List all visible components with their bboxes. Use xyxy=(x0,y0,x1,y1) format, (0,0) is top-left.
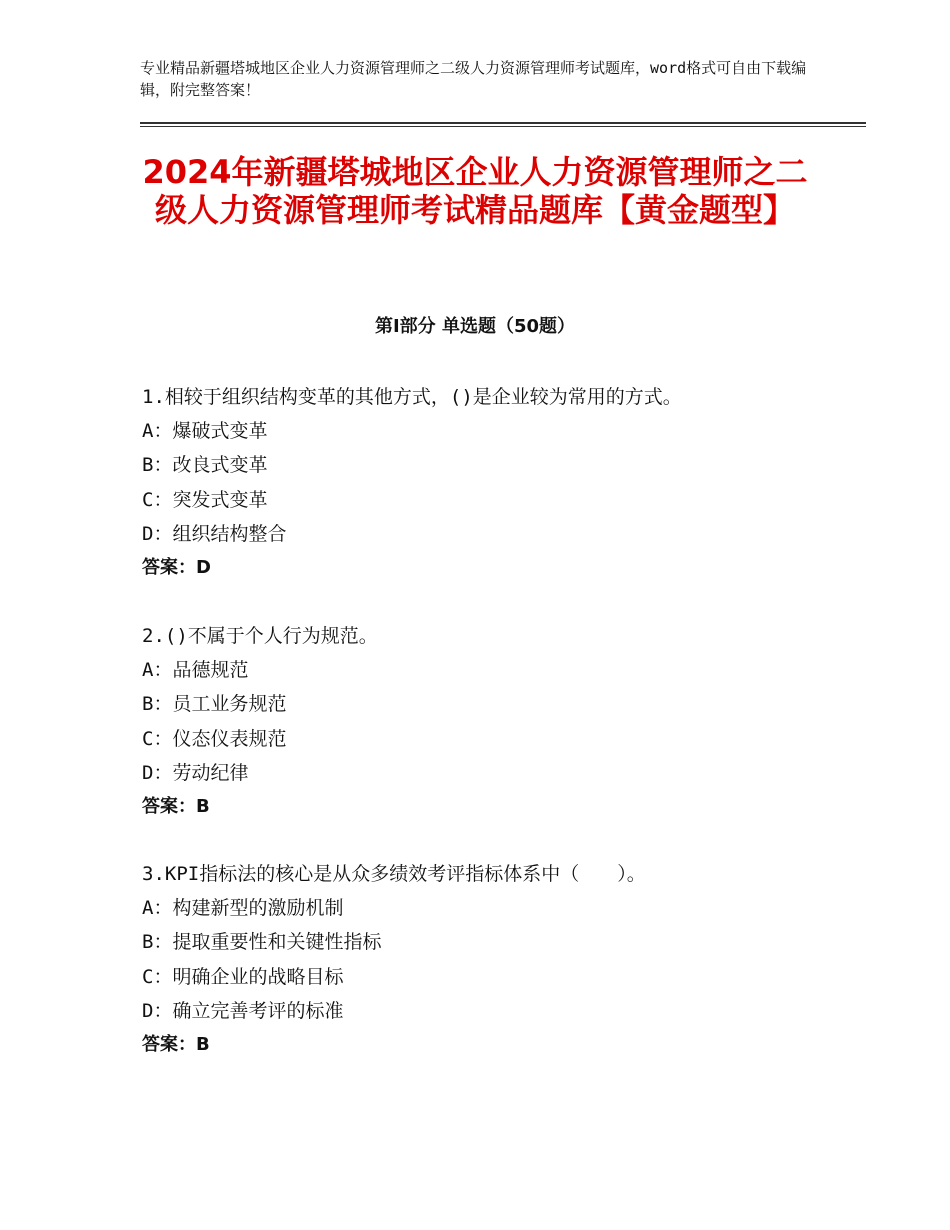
option-c: C：明确企业的战略目标 xyxy=(142,965,344,988)
question-2 xyxy=(142,619,842,824)
option-d: D：组织结构整合 xyxy=(142,522,287,545)
header-divider-thin xyxy=(140,126,866,127)
option-b: B：提取重要性和关键性指标 xyxy=(142,931,382,954)
option-a: A：品德规范 xyxy=(142,659,249,682)
question-stem: 3.KPI指标法的核心是从众多绩效考评指标体系中（ ）。 xyxy=(142,863,646,885)
option-c: C：仪态仪表规范 xyxy=(142,727,287,750)
question-stem: 1.相较于组织结构变革的其他方式，()是企业较为常用的方式。 xyxy=(142,386,682,408)
option-b: B：改良式变革 xyxy=(142,454,268,477)
question-stem: 2.()不属于个人行为规范。 xyxy=(142,625,378,647)
option-d: D：劳动纪律 xyxy=(142,761,249,784)
option-a: A：构建新型的激励机制 xyxy=(142,897,344,920)
answer-label: 答案：B xyxy=(142,795,210,817)
document-title: 2024年新疆塔城地区企业人力资源管理师之二级人力资源管理师考试精品题库【黄金题型】 xyxy=(142,153,808,229)
question-3 xyxy=(142,857,842,1062)
answer-label: 答案：B xyxy=(142,1033,210,1055)
option-a: A：爆破式变革 xyxy=(142,420,268,443)
header-divider-thick xyxy=(140,122,866,124)
question-1 xyxy=(142,380,842,585)
option-d: D：确立完善考评的标准 xyxy=(142,999,344,1022)
header-note: 专业精品新疆塔城地区企业人力资源管理师之二级人力资源管理师考试题库，word格式可自由下载编辑，附完整答案！ xyxy=(140,59,807,99)
answer-label: 答案：D xyxy=(142,556,211,578)
option-c: C：突发式变革 xyxy=(142,488,268,511)
option-b: B：员工业务规范 xyxy=(142,693,287,716)
section-title: 第Ⅰ部分 单选题（50题） xyxy=(374,316,575,337)
